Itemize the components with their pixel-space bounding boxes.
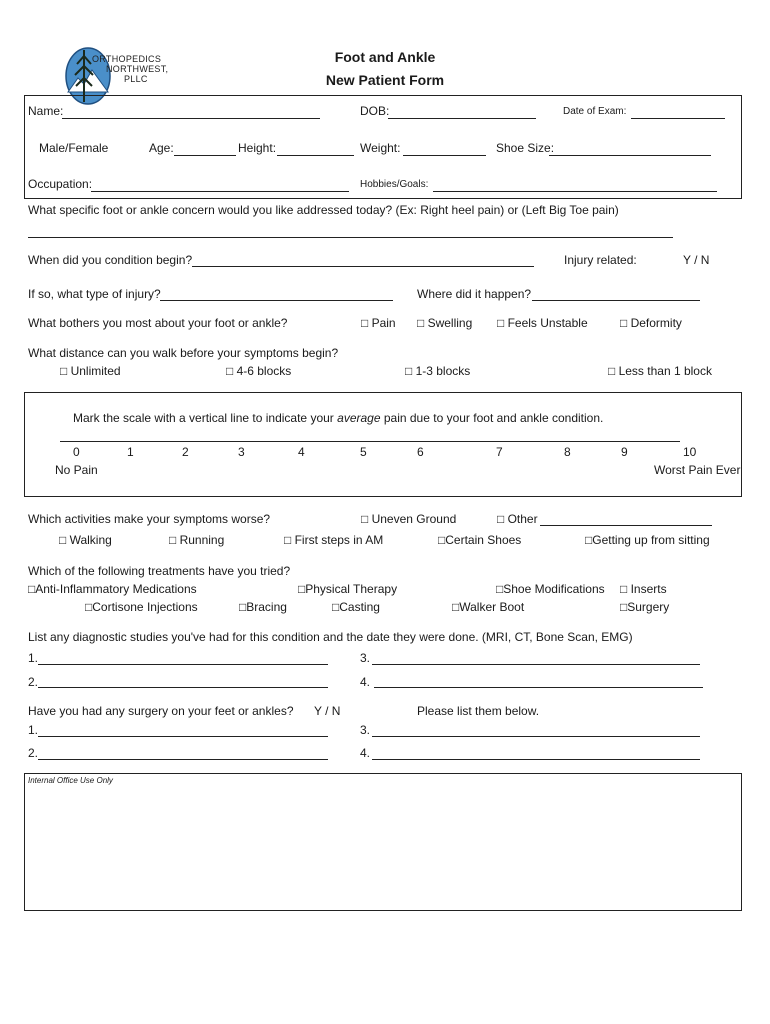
injury-type-field[interactable] bbox=[160, 300, 393, 301]
surgery-question: Have you had any surgery on your feet or ankles? bbox=[28, 704, 294, 718]
option-shoe-modifications[interactable]: □Shoe Modifications bbox=[496, 582, 605, 596]
occupation-label: Occupation: bbox=[28, 177, 93, 191]
option-physical-therapy[interactable]: □Physical Therapy bbox=[298, 582, 398, 596]
concern-field[interactable] bbox=[28, 237, 673, 238]
logo-line-2: NORTHWEST, bbox=[106, 64, 169, 74]
scale-6: 6 bbox=[417, 445, 424, 459]
pain-scale-instruction bbox=[73, 411, 603, 425]
scale-4: 4 bbox=[298, 445, 305, 459]
scale-2: 2 bbox=[182, 445, 189, 459]
condition-begin-label: When did you condition begin? bbox=[28, 253, 193, 267]
option-walker-boot[interactable]: □Walker Boot bbox=[452, 600, 525, 614]
injury-yn[interactable]: Y / N bbox=[683, 253, 710, 267]
scale-0: 0 bbox=[73, 445, 80, 459]
age-field[interactable] bbox=[174, 155, 236, 156]
option-inserts[interactable]: □ Inserts bbox=[620, 582, 667, 596]
option-feels-unstable[interactable]: □ Feels Unstable bbox=[497, 316, 588, 330]
logo-line-1: ORTHOPEDICS bbox=[92, 54, 162, 64]
injury-related-label: Injury related: bbox=[564, 253, 637, 267]
injury-type-label: If so, what type of injury? bbox=[28, 287, 161, 301]
option-1-3-blocks[interactable]: □ 1-3 blocks bbox=[405, 364, 471, 378]
occupation-field[interactable] bbox=[91, 191, 349, 192]
surgery-2-label: 2. bbox=[28, 746, 39, 760]
diagnostic-1-label: 1. bbox=[28, 651, 39, 665]
option-swelling[interactable]: □ Swelling bbox=[417, 316, 473, 330]
option-cortisone[interactable]: □Cortisone Injections bbox=[85, 600, 198, 614]
diagnostic-3-label: 3. bbox=[360, 651, 371, 665]
instruction-post: pain due to your foot and ankle condition. bbox=[383, 411, 604, 425]
option-anti-inflammatory[interactable]: □Anti-Inflammatory Medications bbox=[28, 582, 197, 596]
treatments-question: Which of the following treatments have you tried? bbox=[28, 564, 291, 578]
sex-label[interactable]: Male/Female bbox=[39, 141, 109, 155]
option-casting[interactable]: □Casting bbox=[332, 600, 380, 614]
exam-date-label: Date of Exam: bbox=[563, 106, 627, 117]
option-running[interactable]: □ Running bbox=[169, 533, 225, 547]
other-activity-field[interactable] bbox=[540, 525, 712, 526]
surgery-1-label: 1. bbox=[28, 723, 39, 737]
dob-label: DOB: bbox=[360, 104, 390, 118]
surgery-3-field[interactable] bbox=[372, 736, 700, 737]
option-walking[interactable]: □ Walking bbox=[59, 533, 112, 547]
surgery-4-field[interactable] bbox=[372, 759, 700, 760]
option-pain[interactable]: □ Pain bbox=[361, 316, 396, 330]
option-surgery[interactable]: □Surgery bbox=[620, 600, 670, 614]
surgery-2-field[interactable] bbox=[38, 759, 328, 760]
shoe-size-field[interactable] bbox=[549, 155, 711, 156]
diagnostics-question: List any diagnostic studies you've had for this condition and the date they were done. (MRI, CT, Bone Scan, EMG) bbox=[28, 630, 633, 644]
activities-question: Which activities make your symptoms worse? bbox=[28, 512, 271, 526]
diagnostic-2-field[interactable] bbox=[38, 687, 328, 688]
height-label: Height: bbox=[238, 141, 277, 155]
logo-line-3: PLLC bbox=[124, 74, 148, 84]
office-use-box[interactable] bbox=[24, 773, 742, 911]
option-unlimited[interactable]: □ Unlimited bbox=[60, 364, 121, 378]
surgery-yn[interactable]: Y / N bbox=[314, 704, 341, 718]
option-uneven-ground[interactable]: □ Uneven Ground bbox=[361, 512, 457, 526]
option-4-6-blocks[interactable]: □ 4-6 blocks bbox=[226, 364, 292, 378]
office-use-label: Internal Office Use Only bbox=[28, 776, 113, 785]
instruction-pre: Mark the scale with a vertical line to indicate your bbox=[73, 411, 334, 425]
hobbies-label: Hobbies/Goals: bbox=[360, 179, 429, 190]
dob-field[interactable] bbox=[388, 118, 536, 119]
diagnostic-4-label: 4. bbox=[360, 675, 371, 689]
scale-1: 1 bbox=[127, 445, 134, 459]
scale-8: 8 bbox=[564, 445, 571, 459]
option-other[interactable]: □ Other bbox=[497, 512, 538, 526]
surgery-1-field[interactable] bbox=[38, 736, 328, 737]
diagnostic-3-field[interactable] bbox=[372, 664, 700, 665]
shoe-size-label: Shoe Size: bbox=[496, 141, 555, 155]
scale-5: 5 bbox=[360, 445, 367, 459]
name-label: Name: bbox=[28, 104, 64, 118]
surgery-3-label: 3. bbox=[360, 723, 371, 737]
name-field[interactable] bbox=[62, 118, 320, 119]
option-first-steps[interactable]: □ First steps in AM bbox=[284, 533, 384, 547]
option-bracing[interactable]: □Bracing bbox=[239, 600, 287, 614]
height-field[interactable] bbox=[277, 155, 354, 156]
scale-10: 10 bbox=[683, 445, 697, 459]
option-certain-shoes[interactable]: □Certain Shoes bbox=[438, 533, 522, 547]
injury-where-label: Where did it happen? bbox=[417, 287, 532, 301]
option-deformity[interactable]: □ Deformity bbox=[620, 316, 682, 330]
concern-question: What specific foot or ankle concern would you like addressed today? (Ex: Right heel pain) or (Left Big Toe pain) bbox=[28, 203, 619, 217]
option-getting-up[interactable]: □Getting up from sitting bbox=[585, 533, 710, 547]
worst-pain-label: Worst Pain Ever bbox=[654, 463, 741, 477]
hobbies-field[interactable] bbox=[433, 191, 717, 192]
scale-3: 3 bbox=[238, 445, 245, 459]
weight-field[interactable] bbox=[403, 155, 486, 156]
weight-label: Weight: bbox=[360, 141, 401, 155]
injury-where-field[interactable] bbox=[532, 300, 700, 301]
pain-scale-line[interactable] bbox=[60, 441, 680, 442]
bothers-question: What bothers you most about your foot or ankle? bbox=[28, 316, 288, 330]
surgery-4-label: 4. bbox=[360, 746, 371, 760]
diagnostic-4-field[interactable] bbox=[374, 687, 703, 688]
instruction-average: average bbox=[337, 411, 381, 425]
scale-9: 9 bbox=[621, 445, 628, 459]
age-label: Age: bbox=[149, 141, 174, 155]
option-less-than-1-block[interactable]: □ Less than 1 block bbox=[608, 364, 712, 378]
no-pain-label: No Pain bbox=[55, 463, 98, 477]
scale-7: 7 bbox=[496, 445, 503, 459]
condition-begin-field[interactable] bbox=[192, 266, 534, 267]
form-title: Foot and Ankle bbox=[334, 49, 436, 65]
exam-date-field[interactable] bbox=[631, 118, 725, 119]
surgery-list-label: Please list them below. bbox=[417, 704, 540, 718]
diagnostic-2-label: 2. bbox=[28, 675, 39, 689]
distance-question: What distance can you walk before your symptoms begin? bbox=[28, 346, 339, 360]
form-subtitle: New Patient Form bbox=[325, 72, 445, 88]
diagnostic-1-field[interactable] bbox=[38, 664, 328, 665]
